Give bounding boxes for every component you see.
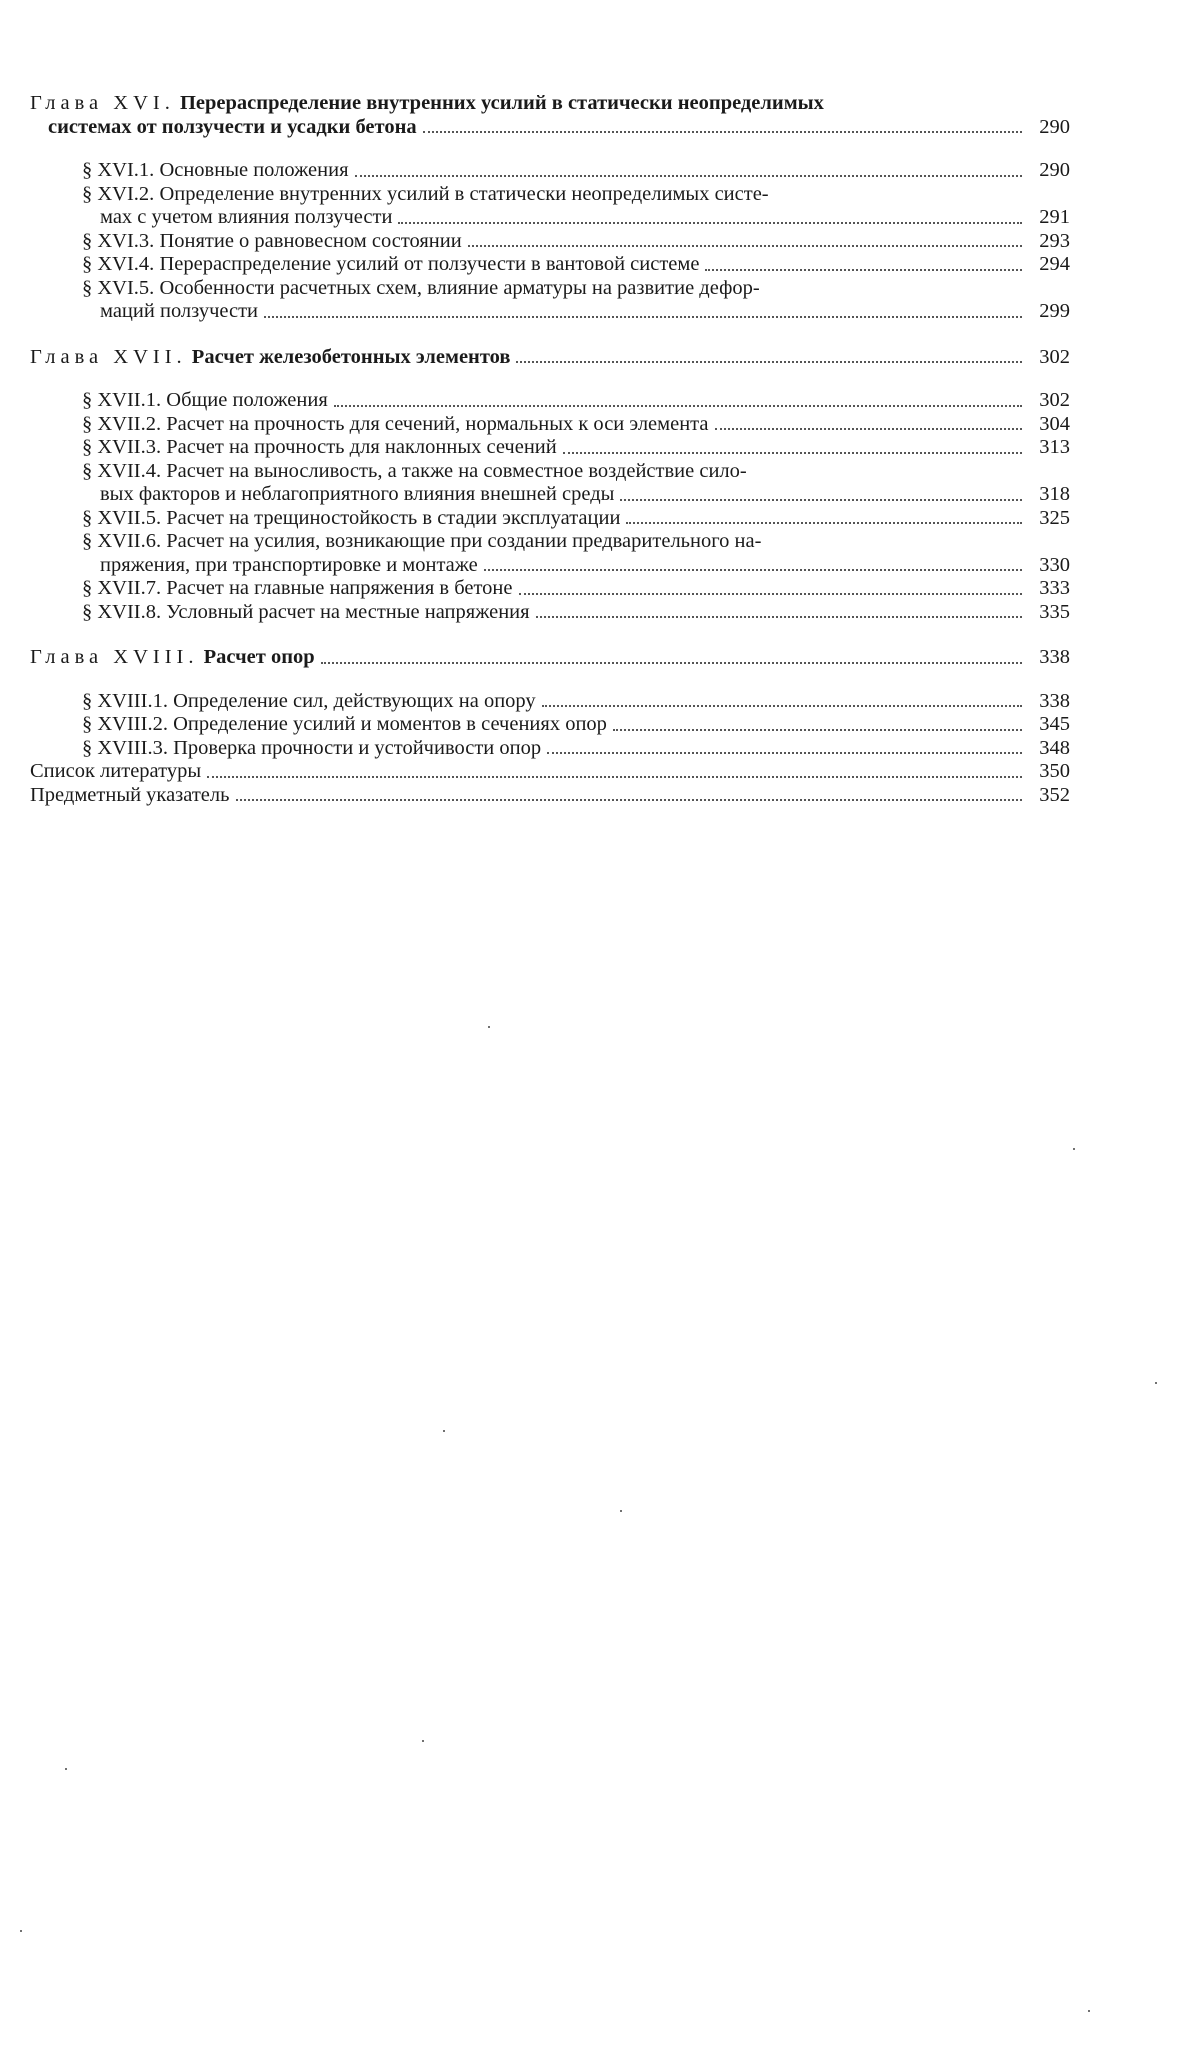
toc-entry: [30, 690, 1070, 714]
section-title: Расчет на трещиностойкость в стадии эксплуатации: [166, 506, 621, 529]
section-title-continued: маций ползучести: [100, 300, 259, 322]
section-title: Определение сил, действующих на опору: [173, 689, 536, 712]
dot-leader: [542, 705, 1022, 707]
section-page: 338: [1039, 689, 1070, 712]
dot-leader: [334, 405, 1022, 407]
dot-leader: [236, 799, 1023, 801]
section-number: § XVII.2.: [82, 412, 162, 435]
chapter-18-prefix: Глава XVIII.: [30, 646, 199, 668]
section-number: § XVI.2.: [82, 182, 155, 205]
section-number: § XVIII.3.: [82, 736, 168, 759]
chapter-16-title-line2-row: [30, 116, 1070, 140]
section-page: 348: [1039, 736, 1070, 759]
dot-leader: [423, 131, 1022, 133]
section-number: § XVII.8.: [82, 600, 162, 623]
chapter-17-prefix: Глава XVII.: [30, 345, 187, 368]
section-number: § XVII.3.: [82, 436, 162, 458]
dot-leader: [264, 316, 1022, 318]
toc-entry: [30, 389, 1070, 413]
scan-speck: [65, 1768, 67, 1770]
toc-entry-bibliography: [30, 760, 1070, 784]
section-page: 325: [1039, 506, 1070, 529]
section-title: Расчет на выносливость, а также на совместное воздействие сило-: [166, 459, 747, 482]
section-title: Определение усилий и моментов в сечениях опор: [173, 713, 607, 735]
section-title: Особенности расчетных схем, влияние арматуры на развитие дефор-: [159, 276, 760, 299]
toc-entry: [30, 601, 1070, 625]
section-title: Понятие о равновесном состоянии: [159, 229, 462, 252]
section-page: 299: [1039, 300, 1070, 322]
section-page: 290: [1039, 159, 1070, 181]
toc-entry: [30, 159, 1070, 183]
section-page: 291: [1039, 206, 1070, 228]
section-title: Основные положения: [159, 159, 349, 181]
section-page: 345: [1039, 713, 1070, 735]
toc-entry: [30, 460, 1070, 507]
section-title: Общие положения: [166, 389, 328, 411]
chapter-18-heading: [30, 646, 1070, 670]
section-number: § XVI.5.: [82, 276, 155, 299]
section-title: Проверка прочности и устойчивости опор: [173, 736, 542, 759]
section-title: Условный расчет на местные напряжения: [166, 600, 530, 623]
scan-speck: [620, 1510, 622, 1512]
chapter-17-title: Расчет железобетонных элементов: [191, 345, 511, 368]
toc-entry: [30, 413, 1070, 437]
index-page: 352: [1039, 783, 1070, 806]
section-number: § XVI.4.: [82, 253, 155, 275]
section-title: Расчет на усилия, возникающие при создании предварительного на-: [166, 530, 762, 552]
section-number: § XVII.6.: [82, 530, 162, 552]
chapter-16-title: Перераспределение внутренних усилий в статически неопределимых: [179, 92, 824, 114]
section-title: Расчет на прочность для наклонных сечений: [166, 436, 557, 458]
section-page: 293: [1039, 229, 1070, 252]
dot-leader: [207, 776, 1022, 778]
section-number: § XVIII.1.: [82, 689, 168, 712]
dot-leader: [484, 569, 1022, 571]
toc-entry: [30, 253, 1070, 277]
section-title: Определение внутренних усилий в статически неопределимых систе-: [159, 182, 769, 205]
scan-speck: [422, 1740, 424, 1742]
dot-leader: [536, 616, 1022, 618]
scan-speck: [1073, 1148, 1075, 1150]
chapter-16-title-continued: системах от ползучести и усадки бетона: [48, 115, 417, 138]
bibliography-page: 350: [1039, 760, 1070, 782]
dot-leader: [468, 245, 1022, 247]
section-title-continued: пряжения, при транспортировке и монтаже: [100, 553, 478, 576]
dot-leader: [620, 499, 1022, 501]
dot-leader: [321, 662, 1022, 664]
dot-leader: [355, 175, 1023, 177]
toc-entry: [30, 277, 1070, 324]
chapter-17-page: 302: [1039, 345, 1070, 368]
toc-entry: [30, 713, 1070, 737]
chapter-16-heading: [30, 92, 1070, 139]
dot-leader: [613, 729, 1022, 731]
toc-entry: [30, 737, 1070, 761]
chapter-17-heading: [30, 346, 1070, 370]
scan-speck: [20, 1930, 22, 1932]
toc-entry: [30, 183, 1070, 230]
dot-leader: [705, 269, 1022, 271]
section-title: Расчет на главные напряжения в бетоне: [166, 577, 513, 599]
section-number: § XVII.5.: [82, 506, 162, 529]
dot-leader: [715, 428, 1023, 430]
section-number: § XVI.1.: [82, 159, 155, 181]
section-page: 318: [1039, 483, 1070, 505]
section-page: 313: [1039, 436, 1070, 458]
section-page: 302: [1039, 389, 1070, 411]
toc-entry: [30, 230, 1070, 254]
section-number: § XVII.4.: [82, 459, 162, 482]
scan-speck: [1088, 2010, 1090, 2012]
dot-leader: [519, 593, 1023, 595]
scan-speck: [1155, 1382, 1157, 1384]
section-page: 335: [1039, 600, 1070, 623]
section-page: 304: [1039, 412, 1070, 435]
dot-leader: [398, 222, 1022, 224]
toc-entry: [30, 436, 1070, 460]
dot-leader: [563, 452, 1022, 454]
section-number: § XVIII.2.: [82, 713, 168, 735]
dot-leader: [626, 522, 1022, 524]
section-number: § XVII.1.: [82, 389, 162, 411]
chapter-16-title-line1: [30, 92, 1070, 116]
chapter-16-prefix: Глава XVI.: [30, 92, 175, 114]
section-number: § XVI.3.: [82, 229, 155, 252]
section-page: 330: [1039, 553, 1070, 576]
table-of-contents: [30, 92, 1070, 807]
section-title: Перераспределение усилий от ползучести в вантовой системе: [159, 253, 700, 275]
chapter-16-page: 290: [1039, 115, 1070, 138]
toc-entry-index: [30, 784, 1070, 808]
bibliography-title: Список литературы: [30, 760, 202, 782]
section-number: § XVII.7.: [82, 577, 162, 599]
section-title-continued: вых факторов и неблагоприятного влияния внешней среды: [100, 483, 615, 505]
dot-leader: [516, 361, 1022, 363]
toc-entry: [30, 507, 1070, 531]
chapter-18-page: 338: [1039, 646, 1070, 668]
chapter-18-title: Расчет опор: [203, 646, 315, 668]
index-title: Предметный указатель: [30, 783, 230, 806]
section-title: Расчет на прочность для сечений, нормальных к оси элемента: [166, 412, 709, 435]
toc-entry: [30, 530, 1070, 577]
scan-speck: [488, 1026, 490, 1028]
section-page: 333: [1039, 577, 1070, 599]
scan-speck: [443, 1430, 445, 1432]
toc-entry: [30, 577, 1070, 601]
section-page: 294: [1039, 253, 1070, 275]
dot-leader: [547, 752, 1022, 754]
section-title-continued: мах с учетом влияния ползучести: [100, 206, 393, 228]
